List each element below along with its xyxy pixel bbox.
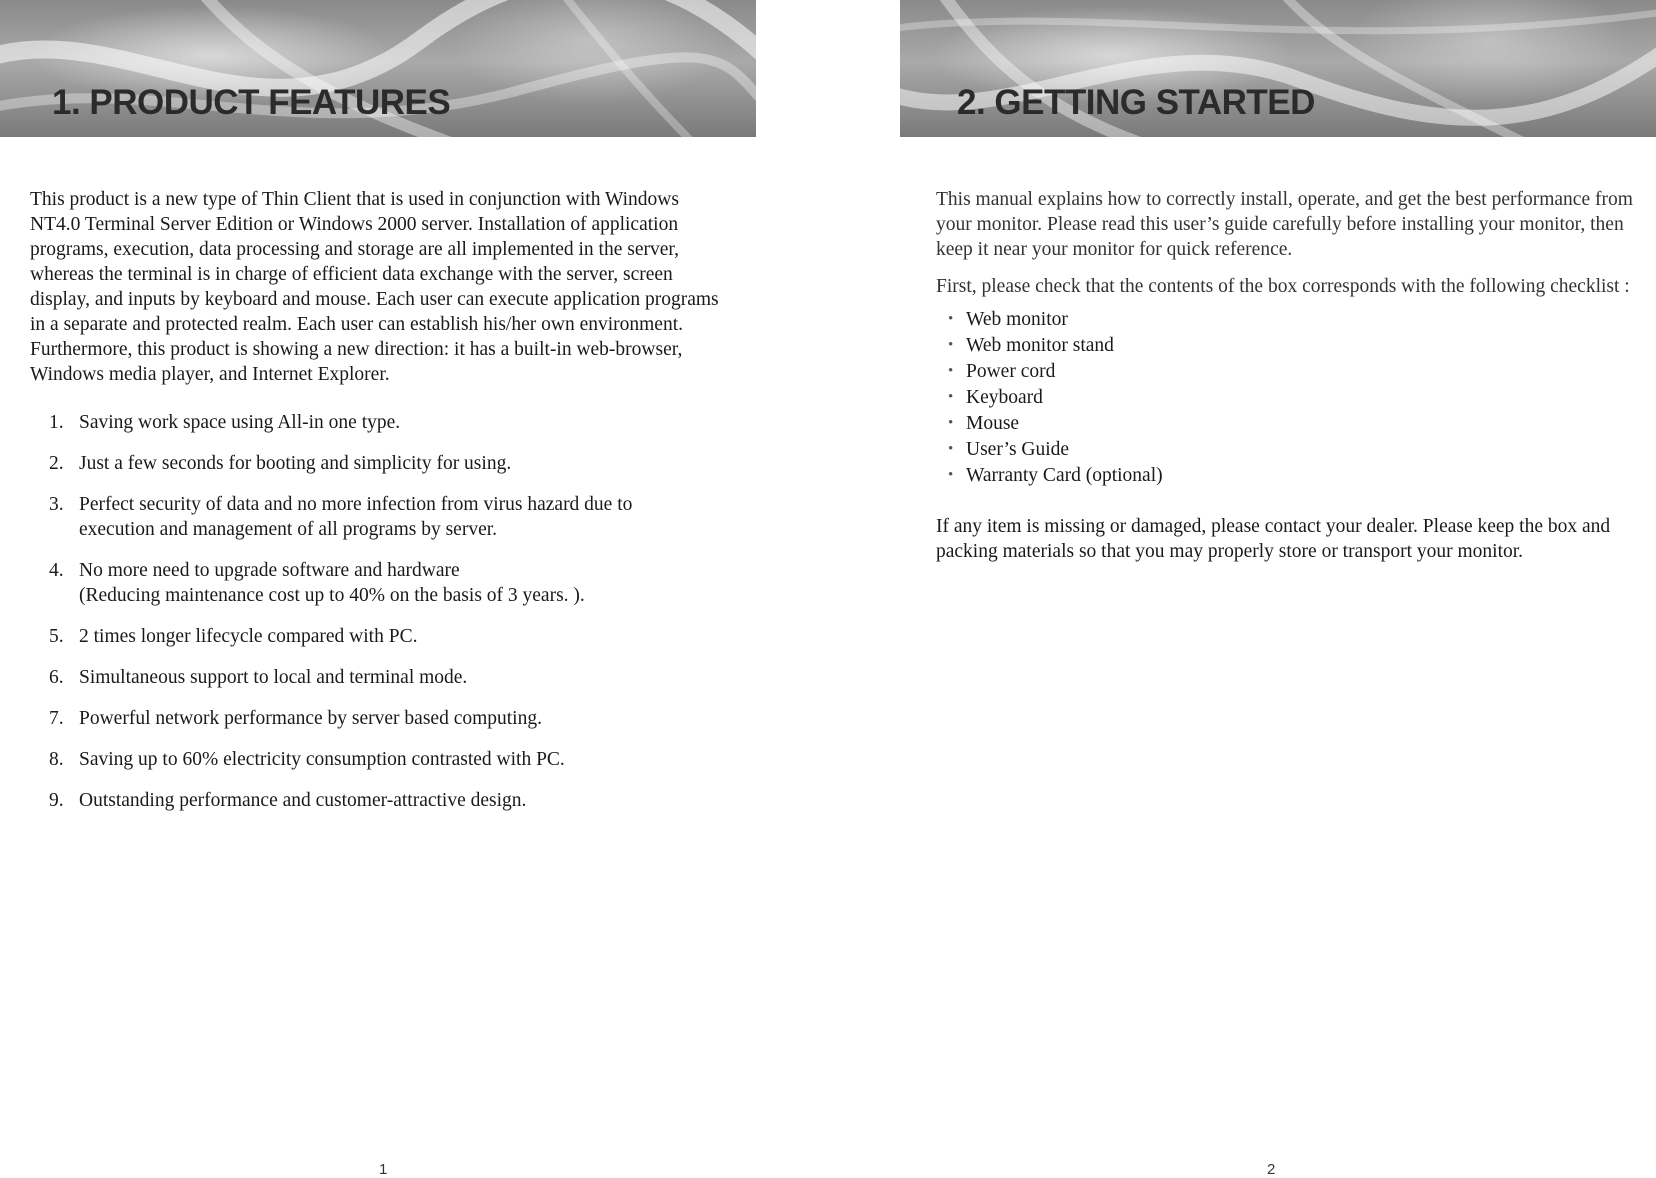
list-item — [49, 706, 730, 731]
item-text: Web monitor — [966, 309, 1068, 330]
item-text-line: Outstanding performance and customer-attractive design. — [79, 790, 527, 811]
item-text: Power cord — [966, 361, 1056, 382]
item-number: 9. — [49, 790, 64, 811]
item-text-line: Simultaneous support to local and terminal mode. — [79, 667, 468, 688]
checklist-intro: First, please check that the contents of the box corresponds with the following checklist : — [936, 276, 1630, 297]
page-1 — [0, 0, 780, 1176]
item-number: 7. — [49, 708, 64, 729]
list-item — [49, 624, 730, 649]
list-item — [948, 385, 1636, 411]
header-banner — [900, 0, 1656, 137]
item-number: 5. — [49, 626, 64, 647]
page-number: 2 — [1267, 1161, 1276, 1178]
list-item — [948, 463, 1636, 489]
item-number: 8. — [49, 749, 64, 770]
section-heading: 2. GETTING STARTED — [957, 83, 1315, 122]
bullet-icon: • — [948, 363, 954, 379]
list-item — [948, 437, 1636, 463]
item-number: 4. — [49, 560, 64, 581]
item-text — [79, 558, 585, 608]
intro-paragraph: This manual explains how to correctly install, operate, and get the best performance from your monitor. Please read this user’s guide carefully before installing your monitor, then keep it near your monitor for quick reference. — [936, 189, 1633, 260]
item-text-line: Powerful network performance by server based computing. — [79, 708, 542, 729]
list-item — [49, 410, 730, 435]
bullet-icon: • — [948, 467, 954, 483]
item-text-line-2: (Reducing maintenance cost up to 40% on the basis of 3 years. ). — [79, 585, 585, 606]
item-text-line-2: execution and management of all programs by server. — [79, 519, 498, 540]
item-text — [79, 624, 417, 649]
page-2 — [900, 0, 1656, 1176]
item-text — [79, 747, 565, 772]
item-text: Mouse — [966, 413, 1020, 434]
list-item — [49, 558, 730, 608]
bullet-icon: • — [948, 415, 954, 431]
item-text-line: Saving up to 60% electricity consumption contrasted with PC. — [79, 749, 565, 770]
item-text: Web monitor stand — [966, 335, 1114, 356]
header-banner — [0, 0, 756, 137]
item-number: 6. — [49, 667, 64, 688]
bullet-icon: • — [948, 337, 954, 353]
feature-list — [30, 410, 730, 813]
list-item — [948, 359, 1636, 385]
item-text — [79, 788, 526, 813]
item-text — [79, 410, 400, 435]
item-text-line: Perfect security of data and no more infection from virus hazard due to — [79, 494, 633, 515]
item-text — [79, 492, 632, 542]
item-text-line: Saving work space using All-in one type. — [79, 412, 401, 433]
item-number: 1. — [49, 412, 64, 433]
item-text: Warranty Card (optional) — [966, 465, 1163, 486]
bullet-icon: • — [948, 389, 954, 405]
item-text-line: Just a few seconds for booting and simplicity for using. — [79, 453, 512, 474]
list-item — [948, 307, 1636, 333]
list-item — [948, 333, 1636, 359]
item-number: 2. — [49, 453, 64, 474]
item-text: Keyboard — [966, 387, 1043, 408]
bullet-icon: • — [948, 441, 954, 457]
list-item — [49, 788, 730, 813]
bullet-icon: • — [948, 311, 954, 327]
intro-paragraph: This product is a new type of Thin Client that is used in conjunction with Windows NT4.0 Terminal Server Edition or Windows 2000 server. Installation of application programs, execution, data processing and storage are all implemented in the server, whereas the terminal is in charge of efficient data exchange with the server, screen display, and inputs by keyboard and mouse. Each user can execute application programs in a separate and protected realm. Each user can establish his/her own environment. Furthermore, this product is showing a new direction: it has a built-in web-browser, Windows media player, and Internet Explorer. — [30, 189, 719, 385]
page-content — [30, 187, 730, 829]
item-text: User’s Guide — [966, 439, 1070, 460]
item-text — [79, 706, 542, 731]
section-heading: 1. PRODUCT FEATURES — [52, 83, 451, 122]
checklist — [936, 307, 1636, 489]
list-item — [49, 451, 730, 476]
list-item — [49, 665, 730, 690]
item-text-line: 2 times longer lifecycle compared with PC. — [79, 626, 418, 647]
list-item — [948, 411, 1636, 437]
item-number: 3. — [49, 494, 64, 515]
page-number: 1 — [379, 1161, 388, 1178]
item-text-line: No more need to upgrade software and hardware — [79, 560, 460, 581]
item-text — [79, 665, 467, 690]
list-item — [49, 747, 730, 772]
item-text — [79, 451, 511, 476]
list-item — [49, 492, 730, 542]
page-content — [936, 187, 1636, 564]
closing-paragraph: If any item is missing or damaged, please contact your dealer. Please keep the box and packing materials so that you may properly store or transport your monitor. — [936, 516, 1611, 562]
